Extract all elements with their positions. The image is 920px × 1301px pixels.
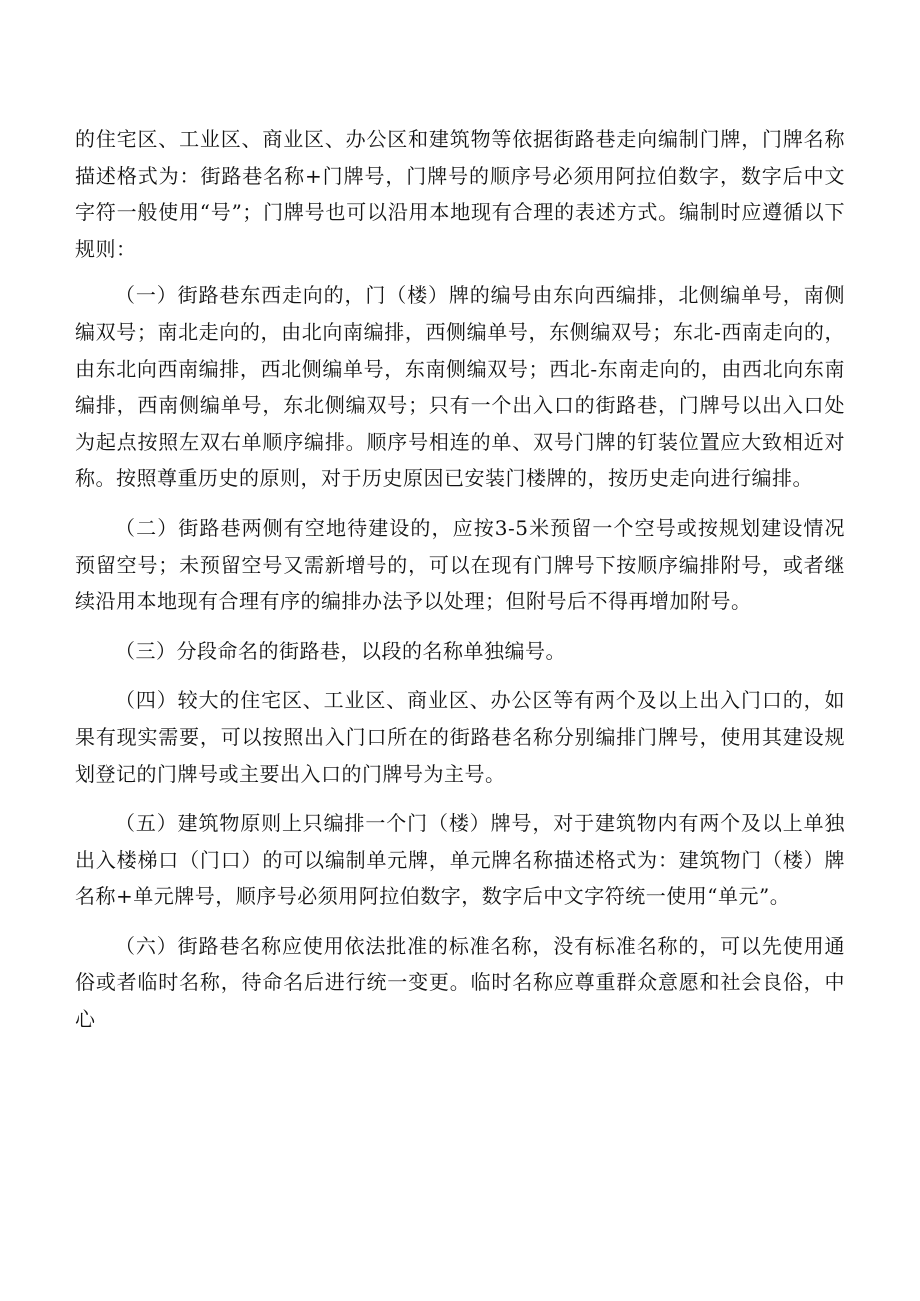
paragraph-rule-6: （六）街路巷名称应使用依法批准的标准名称，没有标准名称的，可以先使用通俗或者临时名称，待命名后进行统一变更。临时名称应尊重群众意愿和社会良俗，中心 — [75, 933, 845, 1032]
paragraph-rule-5: （五）建筑物原则上只编排一个门（楼）牌号，对于建筑物内有两个及以上单独出入楼梯口（门口）的可以编制单元牌，单元牌名称描述格式为：建筑物门（楼）牌名称+单元牌号，顺序号必须用阿拉伯数字，数字后中文字符统一使用“单元”。 — [75, 811, 845, 909]
paragraph-rule-3: （三）分段命名的街路巷，以段的名称单独编号。 — [115, 638, 566, 663]
paragraph-rule-2: （二）街路巷两侧有空地待建设的，应按3-5米预留一个空号或按规划建设情况预留空号；未预留空号又需新增号的，可以在现有门牌号下按顺序编排附号，或者继续沿用本地现有合理有序的编排办法予以处理；但附号后不得再增加附号。 — [75, 515, 845, 614]
paragraph-rule-1: （一）街路巷东西走向的，门（楼）牌的编号由东向西编排，北侧编单号，南侧编双号；南北走向的，由北向南编排，西侧编单号，东侧编双号；东北-西南走向的，由东北向西南编排，西北侧编单号，东南侧编双号；西北-东南走向的，由西北向东南编排，西南侧编单号，东北侧编双号；只有一个出入口的街路巷，门牌号以出入口处为起点按照左双右单顺序编排。顺序号相连的单、双号门牌的钉装位置应大致相近对称。按照尊重历史的原则，对于历史原因已安装门楼牌的，按历史走向进行编排。 — [75, 283, 845, 491]
paragraph-rule-4: （四）较大的住宅区、工业区、商业区、办公区等有两个及以上出入门口的，如果有现实需要，可以按照出入门口所在的街路巷名称分别编排门牌号，使用其建设规划登记的门牌号或主要出入口的门牌号为主号。 — [75, 688, 845, 786]
document-body — [75, 121, 845, 1051]
paragraph-continuation: 的住宅区、工业区、商业区、办公区和建筑物等依据街路巷走向编制门牌，门牌名称描述格式为：街路巷名称+门牌号，门牌号的顺序号必须用阿拉伯数字，数字后中文字符一般使用“号”；门牌号也可以沿用本地现有合理的表述方式。编制时应遵循以下规则： — [75, 127, 845, 261]
